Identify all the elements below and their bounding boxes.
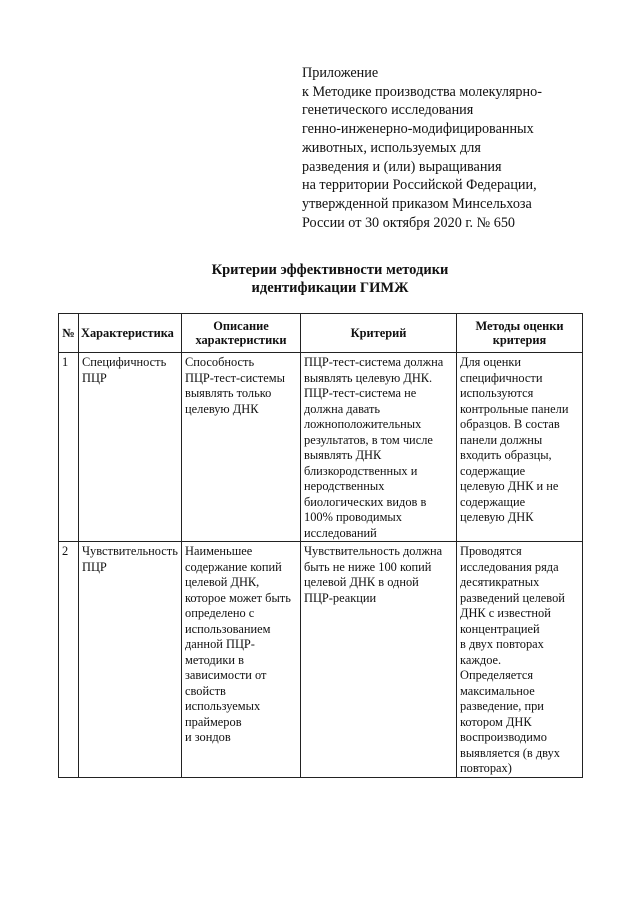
appendix-block	[302, 64, 622, 232]
appendix-line: Приложение	[302, 65, 379, 81]
header-characteristic: Характеристика	[79, 314, 182, 353]
header-criterion: Критерий	[301, 314, 457, 353]
header-num: №	[59, 314, 79, 353]
header-description: Описание характеристики	[182, 314, 301, 353]
methods-cell: Для оценки специфичности используются контрольные панели образцов. В состав панели должны входить образцы, содержащие целевую ДНК и не содержащие целевую ДНК	[457, 353, 583, 542]
characteristic-cell: Чувствительность ПЦР	[79, 542, 182, 778]
title-line: Критерии эффективности методики	[211, 262, 449, 278]
appendix-line: России от 30 октября 2020 г. № 650	[302, 214, 516, 231]
table-header-row	[59, 314, 583, 353]
methods-cell: Проводятся исследования ряда десятикратных разведений целевой ДНК с известной концентрацией в двух повторах каждое. Определяется максимальное разведение, при котором ДНК воспроизводимо выявляется (в двух повторах)	[457, 542, 583, 778]
criteria-table	[58, 313, 583, 778]
appendix-line: на территории Российской Федерации,	[302, 177, 537, 194]
description-cell: Наименьшее содержание копий целевой ДНК, которое может быть определено с использованием данной ПЦР- методики в зависимости от свойств используемых праймеров и зондов	[182, 542, 301, 778]
characteristic-cell: Специфичность ПЦР	[79, 353, 182, 542]
appendix-line: генно-инженерно-модифицированных	[302, 121, 534, 138]
document-title	[150, 261, 510, 297]
row-number: 1	[59, 353, 79, 542]
appendix-line: разведения и (или) выращивания	[302, 158, 502, 175]
appendix-line: генетического исследования	[302, 102, 474, 119]
appendix-line: животных, используемых для	[302, 139, 481, 156]
header-methods: Методы оценки критерия	[457, 314, 583, 353]
description-cell: Способность ПЦР-тест-системы выявлять только целевую ДНК	[182, 353, 301, 542]
table-row	[59, 353, 583, 542]
title-line: идентификации ГИМЖ	[251, 280, 409, 296]
appendix-line: утвержденной приказом Минсельхоза	[302, 195, 532, 212]
table-row	[59, 542, 583, 778]
criterion-cell: ПЦР-тест-система должна выявлять целевую ДНК. ПЦР-тест-система не должна давать ложноположительных результатов, в том числе выявлять ДНК близкородственных и неродственных биологических видов в 100% проводимых исследований	[301, 353, 457, 542]
row-number: 2	[59, 542, 79, 778]
appendix-line: к Методике производства молекулярно-	[302, 83, 542, 100]
criterion-cell: Чувствительность должна быть не ниже 100 копий целевой ДНК в одной ПЦР-реакции	[301, 542, 457, 778]
